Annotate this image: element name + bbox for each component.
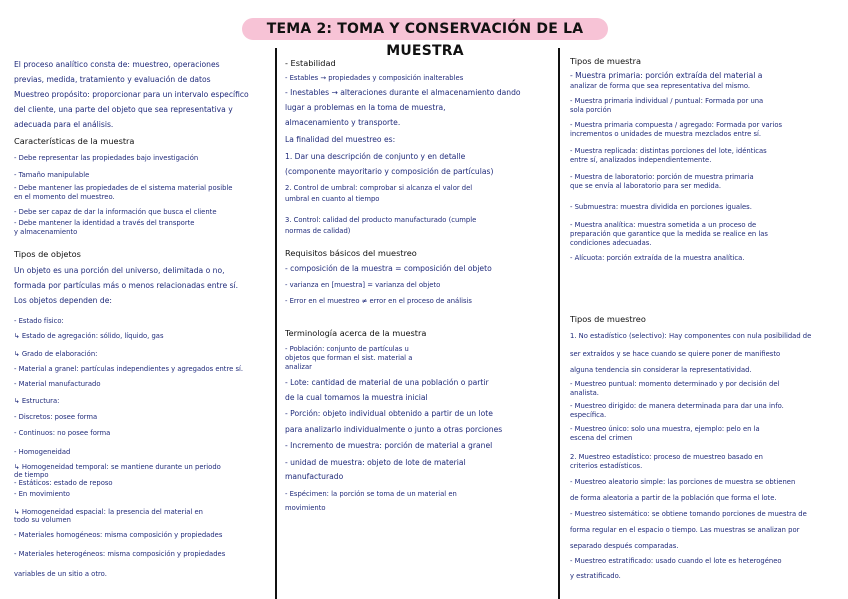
section-heading: Tipos de muestreo — [570, 314, 646, 324]
text-line: y almacenamiento — [14, 228, 78, 236]
text-line: - Muestreo estratificado: usado cuando el lote es heterogéneo — [570, 557, 782, 565]
text-line: específica. — [570, 411, 607, 419]
text-line: que se envía al laboratorio para ser medida. — [570, 182, 722, 190]
text-line: 1. Dar una descripción de conjunto y en detalle — [285, 152, 466, 161]
text-line: - Material manufacturado — [14, 380, 101, 388]
text-line: Muestreo propósito: proporcionar para un intervalo específico — [14, 90, 249, 99]
text-line: ↳ Grado de elaboración: — [14, 350, 98, 358]
text-line: analizar de forma que sea representativa del mismo. — [570, 82, 751, 90]
text-line: ↳ Homogeneidad temporal: se mantiene durante un periodo — [14, 463, 221, 471]
text-line: previas, medida, tratamiento y evaluación de datos — [14, 75, 211, 84]
text-line: - Muestra primaria compuesta / agregado: Formada por varios — [570, 121, 783, 129]
text-line: ser extraídos y se hace cuando se quiere poner de manifiesto — [570, 350, 781, 358]
text-line: lugar a problemas en la toma de muestra, — [285, 103, 446, 112]
text-line: - Muestra de laboratorio: porción de muestra primaria — [570, 173, 754, 181]
text-line: - Porción: objeto individual obtenido a partir de un lote — [285, 409, 493, 418]
section-heading: Tipos de muestra — [570, 56, 641, 66]
text-line: 1. No estadístico (selectivo): Hay componentes con nula posibilidad de — [570, 332, 812, 340]
section-heading: - Estabilidad — [285, 58, 336, 68]
text-line: - Muestra replicada: distintas porciones del lote, idénticas — [570, 147, 767, 155]
text-line: - Espécimen: la porción se toma de un material en — [285, 490, 457, 498]
text-line: - unidad de muestra: objeto de lote de material — [285, 458, 466, 467]
text-line: - Material a granel: partículas independientes y agregados entre sí. — [14, 365, 244, 373]
text-line: umbral en cuanto al tiempo — [285, 195, 380, 203]
text-line: para analizarlo individualmente o junto a otras porciones — [285, 425, 503, 434]
text-line: - Muestra primaria: porción extraída del material a — [570, 71, 763, 80]
text-line: Un objeto es una porción del universo, delimitada o no, — [14, 266, 225, 275]
text-line: adecuada para el análisis. — [14, 120, 114, 129]
column-divider-right — [558, 48, 560, 599]
text-line: ↳ Estado de agregación: sólido, líquido, gas — [14, 332, 164, 340]
text-line: El proceso analítico consta de: muestreo, operaciones — [14, 60, 220, 69]
text-line: - Materiales heterogéneos: misma composición y propiedades — [14, 550, 226, 558]
text-line: movimiento — [285, 504, 326, 512]
text-line: - Submuestra: muestra dividida en porciones iguales. — [570, 203, 752, 211]
section-heading: Terminología acerca de la muestra — [285, 328, 427, 338]
text-line: - En movimiento — [14, 490, 70, 498]
text-line: manufacturado — [285, 472, 344, 481]
text-line: - Debe ser capaz de dar la información que busca el cliente — [14, 208, 217, 216]
text-line: - Muestra analítica: muestra sometida a un proceso de — [570, 221, 757, 229]
column-divider-left — [275, 48, 277, 599]
text-line: - Muestreo único: solo una muestra, ejemplo: pelo en la — [570, 425, 760, 433]
text-line: - Debe representar las propiedades bajo investigación — [14, 154, 199, 162]
text-line: - Lote: cantidad de material de una población o partir — [285, 378, 489, 387]
text-line: analizar — [285, 363, 312, 371]
text-line: - varianza en [muestra] = varianza del objeto — [285, 281, 441, 289]
text-line: variables de un sitio a otro. — [14, 570, 107, 578]
text-line: - Estado físico: — [14, 317, 64, 325]
text-line: entre sí, analizados independientemente. — [570, 156, 712, 164]
text-line: alguna tendencia sin considerar la representatividad. — [570, 366, 752, 374]
text-line: del cliente, una parte del objeto que sea representativa y — [14, 105, 233, 114]
text-line: - Muestreo aleatorio simple: las porciones de muestra se obtienen — [570, 478, 796, 486]
text-line: ↳ Estructura: — [14, 397, 60, 405]
section-heading: Requisitos básicos del muestreo — [285, 248, 417, 258]
text-line: (componente mayoritario y composición de partículas) — [285, 167, 494, 176]
text-line: de forma aleatoria a partir de la población que forma el lote. — [570, 494, 777, 502]
text-line: de tiempo — [14, 471, 49, 479]
text-line: - Muestra primaria individual / puntual: Formada por una — [570, 97, 764, 105]
text-line: - Homogeneidad — [14, 448, 71, 456]
text-line: - Inestables → alteraciones durante el almacenamiento dando — [285, 88, 521, 97]
text-line: - Muestreo sistemático: se obtiene tomando porciones de muestra de — [570, 510, 807, 518]
text-line: almacenamiento y transporte. — [285, 118, 401, 127]
text-line: - Tamaño manipulable — [14, 171, 90, 179]
page-title: TEMA 2: TOMA Y CONSERVACIÓN DE LA MUESTRA — [242, 18, 608, 40]
text-line: - Estáticos: estado de reposo — [14, 479, 113, 487]
text-line: 3. Control: calidad del producto manufacturado (cumple — [285, 216, 477, 224]
text-line: y estratificado. — [570, 572, 621, 580]
text-line: La finalidad del muestreo es: — [285, 135, 396, 144]
text-line: criterios estadísticos. — [570, 462, 643, 470]
text-line: escena del crimen — [570, 434, 633, 442]
section-heading: Características de la muestra — [14, 136, 135, 146]
text-line: - Alícuota: porción extraída de la muestra analítica. — [570, 254, 745, 262]
text-line: - Debe mantener las propiedades de el sistema material posible — [14, 184, 233, 192]
text-line: sola porción — [570, 106, 612, 114]
text-line: - Incremento de muestra: porción de material a granel — [285, 441, 493, 450]
text-line: objetos que forman el sist. material a — [285, 354, 413, 362]
text-line: - Continuos: no posee forma — [14, 429, 111, 437]
text-line: incrementos o unidades de muestra mezclados entre sí. — [570, 130, 762, 138]
text-line: preparación que garantice que la medida se realice en las — [570, 230, 768, 238]
text-line: 2. Control de umbral: comprobar si alcanza el valor del — [285, 184, 473, 192]
text-line: todo su volumen — [14, 516, 71, 524]
text-line: separado después comparadas. — [570, 542, 679, 550]
text-line: forma regular en el espacio o tiempo. Las muestras se analizan por — [570, 526, 800, 534]
text-line: Los objetos dependen de: — [14, 296, 112, 305]
text-line: - Materiales homogéneos: misma composición y propiedades — [14, 531, 223, 539]
text-line: normas de calidad) — [285, 227, 351, 235]
text-line: - Debe mantener la identidad a través del transporte — [14, 219, 195, 227]
text-line: - Muestreo puntual: momento determinado y por decisión del — [570, 380, 780, 388]
text-line: - Discretos: posee forma — [14, 413, 98, 421]
text-line: formada por partículas más o menos relacionadas entre sí. — [14, 281, 239, 290]
text-line: en el momento del muestreo. — [14, 193, 115, 201]
section-heading: Tipos de objetos — [14, 249, 81, 259]
text-line: - Estables → propiedades y composición inalterables — [285, 74, 464, 82]
text-line: condiciones adecuadas. — [570, 239, 652, 247]
text-line: analista. — [570, 389, 599, 397]
text-line: de la cual tomamos la muestra inicial — [285, 393, 428, 402]
text-line: - Muestreo dirigido: de manera determinada para dar una info. — [570, 402, 784, 410]
text-line: - Error en el muestreo ≠ error en el proceso de análisis — [285, 297, 472, 305]
text-line: 2. Muestreo estadístico: proceso de muestreo basado en — [570, 453, 763, 461]
text-line: - composición de la muestra = composición del objeto — [285, 264, 492, 273]
text-line: - Población: conjunto de partículas u — [285, 345, 409, 353]
text-line: ↳ Homogeneidad espacial: la presencia del material en — [14, 508, 203, 516]
